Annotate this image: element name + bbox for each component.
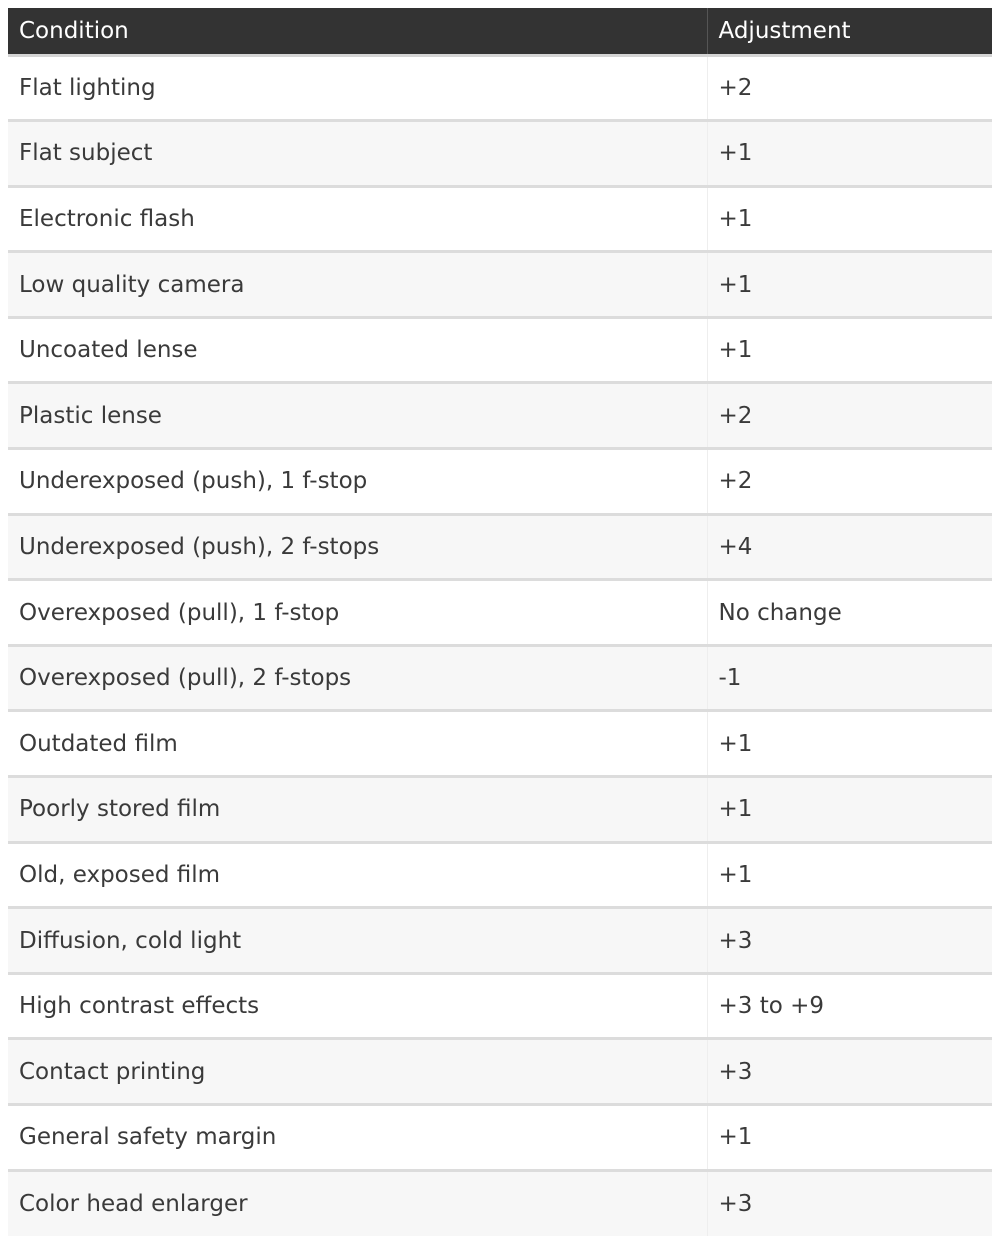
condition-cell: Uncoated lense bbox=[8, 317, 707, 383]
header-row bbox=[8, 8, 992, 55]
table-row bbox=[8, 645, 992, 711]
table-row bbox=[8, 55, 992, 121]
table-row bbox=[8, 842, 992, 908]
table-row bbox=[8, 908, 992, 974]
condition-cell: Contact printing bbox=[8, 1039, 707, 1105]
table-row bbox=[8, 777, 992, 843]
condition-cell: Underexposed (push), 1 f-stop bbox=[8, 449, 707, 515]
condition-cell: Electronic flash bbox=[8, 186, 707, 252]
adjustment-cell: +1 bbox=[718, 730, 753, 757]
adjustment-cell: -1 bbox=[718, 665, 742, 692]
condition-cell: Overexposed (pull), 2 f-stops bbox=[8, 645, 707, 711]
condition-cell: Outdated film bbox=[8, 711, 707, 777]
column-header-adjustment: Adjustment bbox=[718, 17, 851, 44]
adjustment-cell: +1 bbox=[718, 140, 753, 167]
condition-cell: Poorly stored film bbox=[8, 777, 707, 843]
adjustment-cell: +3 bbox=[718, 1058, 753, 1085]
adjustment-cell: +1 bbox=[718, 1124, 753, 1151]
adjustment-cell: +3 to +9 bbox=[718, 993, 825, 1020]
condition-cell: Plastic lense bbox=[8, 383, 707, 449]
condition-cell: Overexposed (pull), 1 f-stop bbox=[8, 580, 707, 646]
condition-cell: Color head enlarger bbox=[8, 1170, 707, 1236]
adjustment-cell: +3 bbox=[718, 1190, 753, 1217]
condition-cell: Flat lighting bbox=[8, 55, 707, 121]
condition-cell: High contrast effects bbox=[8, 973, 707, 1039]
table-row bbox=[8, 711, 992, 777]
adjustment-cell: +1 bbox=[718, 205, 753, 232]
adjustment-cell: +2 bbox=[718, 74, 753, 101]
table-body bbox=[8, 55, 992, 1236]
condition-cell: Old, exposed film bbox=[8, 842, 707, 908]
adjustment-cell: +1 bbox=[718, 337, 753, 364]
table-row bbox=[8, 514, 992, 580]
adjustment-cell: No change bbox=[718, 599, 842, 626]
adjustment-cell: +2 bbox=[718, 468, 753, 495]
adjustment-cell: +1 bbox=[718, 861, 753, 888]
condition-cell: General safety margin bbox=[8, 1105, 707, 1171]
table-row bbox=[8, 317, 992, 383]
table-row bbox=[8, 1105, 992, 1171]
table-header bbox=[8, 8, 992, 55]
table-row bbox=[8, 252, 992, 318]
condition-cell: Underexposed (push), 2 f-stops bbox=[8, 514, 707, 580]
table-row bbox=[8, 383, 992, 449]
table-row bbox=[8, 186, 992, 252]
condition-cell: Low quality camera bbox=[8, 252, 707, 318]
adjustment-cell: +3 bbox=[718, 927, 753, 954]
table-row bbox=[8, 1170, 992, 1236]
adjustment-cell: +4 bbox=[718, 533, 753, 560]
column-header-condition: Condition bbox=[8, 8, 707, 55]
table-row bbox=[8, 580, 992, 646]
table-row bbox=[8, 121, 992, 187]
table-row bbox=[8, 1039, 992, 1105]
table-row bbox=[8, 973, 992, 1039]
adjustment-table bbox=[8, 8, 992, 1236]
table-row bbox=[8, 449, 992, 515]
condition-cell: Flat subject bbox=[8, 121, 707, 187]
adjustment-cell: +1 bbox=[718, 796, 753, 823]
adjustment-cell: +2 bbox=[718, 402, 753, 429]
condition-cell: Diffusion, cold light bbox=[8, 908, 707, 974]
adjustment-cell: +1 bbox=[718, 271, 753, 298]
